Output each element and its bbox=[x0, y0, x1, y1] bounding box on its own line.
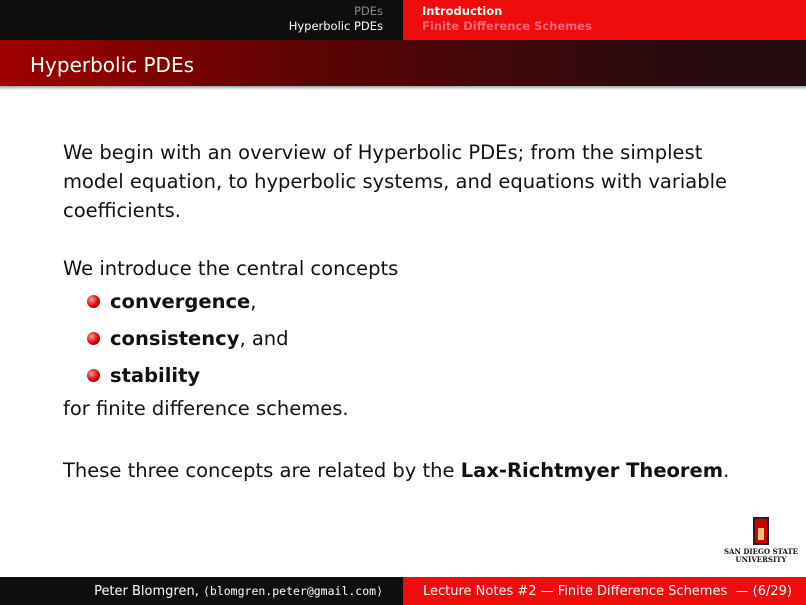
nav-introduction[interactable]: Introduction bbox=[422, 4, 503, 18]
footer-author bbox=[0, 577, 403, 605]
theorem-name: Lax-Richtmyer Theorem bbox=[460, 459, 724, 482]
page-number: — (6/29) bbox=[735, 584, 792, 599]
paragraph-fd: for finite difference schemes. bbox=[63, 397, 349, 420]
list-item bbox=[87, 320, 763, 357]
item-rest: , bbox=[250, 290, 257, 313]
theorem-pre: These three concepts are related by the bbox=[63, 459, 461, 482]
frame-title-bar bbox=[0, 40, 806, 86]
header-nav bbox=[0, 0, 806, 40]
nav-section-pdes[interactable]: PDEs bbox=[353, 4, 383, 18]
concept-list bbox=[63, 283, 763, 394]
list-item bbox=[87, 357, 763, 394]
sdsu-logo bbox=[722, 517, 800, 564]
slide-body bbox=[63, 138, 763, 485]
paragraph-overview: We begin with an overview of Hyperbolic PDEs; from the simplest model equation, to hyperbolic systems, and equations with variable coefficients. bbox=[63, 141, 728, 222]
title-shadow bbox=[0, 86, 806, 90]
nav-subsection-hyperbolic[interactable]: Hyperbolic PDEs bbox=[288, 19, 383, 33]
list-item bbox=[87, 283, 763, 320]
nav-fd-schemes[interactable]: Finite Difference Schemes bbox=[422, 19, 592, 33]
footer-title bbox=[403, 577, 806, 605]
author-name: Peter Blomgren, bbox=[94, 584, 203, 599]
item-bold: convergence bbox=[110, 290, 251, 313]
section-nav bbox=[0, 0, 403, 40]
lecture-title: Lecture Notes #2 — Finite Difference Schemes bbox=[423, 584, 728, 599]
logo-line1: SAN DIEGO STATE bbox=[724, 547, 798, 556]
shield-icon bbox=[753, 517, 769, 545]
paragraph-concepts: We introduce the central concepts bbox=[63, 257, 399, 280]
frame-title: Hyperbolic PDEs bbox=[30, 53, 195, 77]
paragraph-theorem bbox=[63, 456, 763, 485]
bullet-icon bbox=[87, 332, 100, 345]
logo-line2: UNIVERSITY bbox=[735, 555, 787, 564]
author-email: ⟨blomgren.peter@gmail.com⟩ bbox=[202, 584, 383, 598]
bullet-icon bbox=[87, 369, 100, 382]
subsection-nav bbox=[403, 0, 806, 40]
item-rest: , and bbox=[239, 327, 289, 350]
footer bbox=[0, 577, 806, 605]
bullet-icon bbox=[87, 295, 100, 308]
item-bold: consistency bbox=[110, 327, 240, 350]
theorem-post: . bbox=[723, 459, 730, 482]
item-bold: stability bbox=[110, 364, 201, 387]
